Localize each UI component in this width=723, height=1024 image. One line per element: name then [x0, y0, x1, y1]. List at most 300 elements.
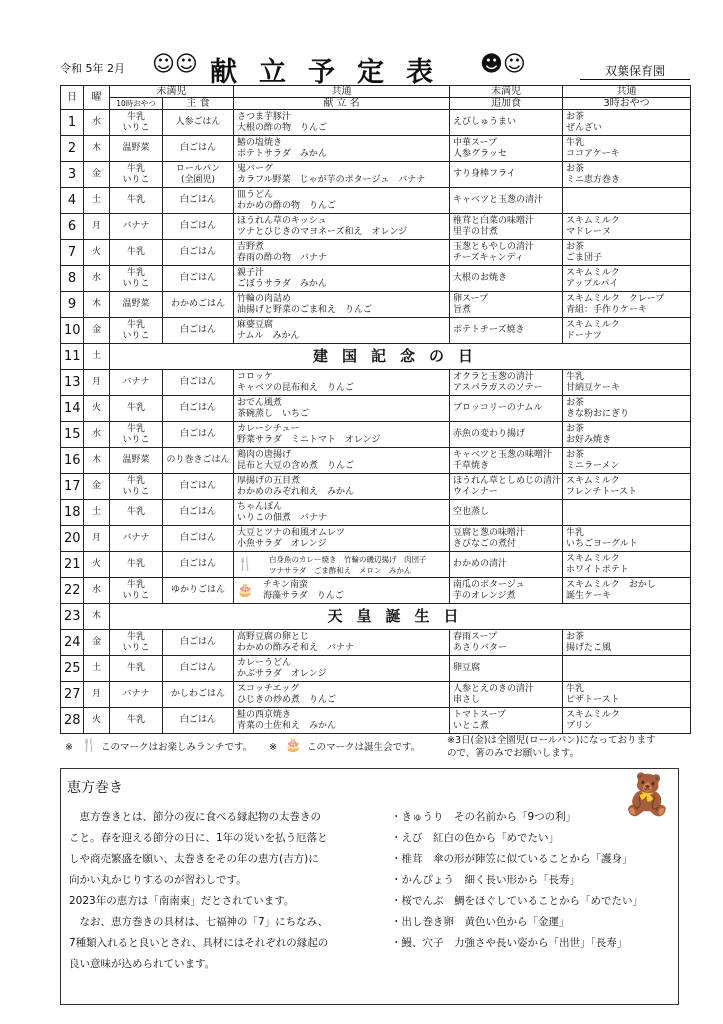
weekday-cell: 金 [84, 162, 110, 188]
snack3-cell [563, 474, 691, 500]
menu-cell [234, 136, 450, 162]
menu-cell [234, 318, 450, 344]
staple-line: のり巻きごはん [166, 455, 230, 465]
day-cell: 11 [61, 344, 84, 370]
additional-line: 豆腐と葱の味噌汁 [453, 527, 526, 538]
day-cell: 17 [61, 474, 84, 500]
table-row [61, 396, 691, 422]
additional-cell [450, 526, 563, 552]
additional-line: すり身棒フライ [453, 169, 516, 179]
menu-line: 白身魚のカレー焼き 竹輪の磯辺揚げ 肉団子 [269, 554, 427, 564]
additional-cell [450, 136, 563, 162]
menu-line: さつま芋豚汁 [237, 111, 292, 122]
day-cell: 1 [61, 110, 84, 136]
snack3-line: お茶 [566, 449, 585, 460]
table-row [61, 110, 691, 136]
ingredient-item-line: ・鰻、穴子 力強さや長い姿から「出世」「長寿」 [391, 937, 628, 949]
staple-line: 白ごはん [179, 403, 216, 413]
staple-cell [163, 630, 234, 656]
snack10-cell [110, 656, 163, 682]
additional-line: 春雨スープ [453, 631, 498, 642]
snack3-line: プリン [566, 720, 593, 731]
snack10-line: 牛乳 [126, 163, 145, 174]
additional-cell [450, 110, 563, 136]
snack3-line: ミニラーメン [566, 460, 620, 471]
article-paragraph-line: 2023年の恵方は「南南東」だとされています。 [69, 895, 295, 907]
birthday-cake-icon: 🎂 [285, 738, 302, 753]
weekday-cell: 金 [84, 474, 110, 500]
additional-line: 椎茸と白菜の味噌汁 [453, 215, 535, 226]
snack3-line: 牛乳 [566, 371, 585, 382]
staple-cell [163, 136, 234, 162]
day-cell: 22 [61, 578, 84, 604]
col-weekday: 曜 [84, 86, 110, 110]
page-header [60, 50, 690, 88]
page-title: 献立予定表 [210, 57, 455, 88]
snack3-cell [563, 396, 691, 422]
snack10-cell [110, 110, 163, 136]
snack10-cell [110, 136, 163, 162]
staple-cell [163, 422, 234, 448]
snack3-cell [563, 136, 691, 162]
snack10-cell [110, 162, 163, 188]
weekday-cell: 水 [84, 110, 110, 136]
snack10-line: 牛乳 [126, 403, 145, 413]
table-row [61, 604, 691, 630]
weekday-cell: 火 [84, 552, 110, 578]
menu-cell [234, 500, 450, 526]
additional-cell [450, 656, 563, 682]
menu-line: キャベツの昆布和え りんご [237, 382, 355, 393]
staple-line: 白ごはん [179, 507, 216, 517]
snack3-line: 牛乳 [566, 137, 585, 148]
menu-line: ひじきの炒め煮 りんご [237, 694, 337, 705]
table-row [61, 318, 691, 344]
snack3-line: スキムミルク クレープ [566, 293, 665, 304]
snack10-cell [110, 682, 163, 708]
menu-cell [234, 292, 450, 318]
weekday-cell: 水 [84, 578, 110, 604]
table-row [61, 266, 691, 292]
menu-line: 青菜の土佐和え みかん [237, 720, 337, 731]
snack10-line: バナナ [122, 533, 150, 543]
snack10-line: 牛乳 [126, 195, 145, 205]
staple-cell [163, 240, 234, 266]
snack10-line: 牛乳 [126, 631, 145, 642]
school-name: 双葉保育園 [580, 62, 690, 80]
snack3-cell [563, 448, 691, 474]
menu-line: ちゃんぽん [237, 501, 283, 512]
table-row [61, 214, 691, 240]
menu-cell [234, 266, 450, 292]
additional-cell [450, 240, 563, 266]
snack3-line: スキムミルク [566, 215, 620, 226]
additional-cell [450, 682, 563, 708]
menu-line: わかめのみぞれ和え みかん [237, 486, 355, 497]
snack10-cell [110, 240, 163, 266]
menu-line: コロッケ [237, 371, 273, 382]
day-cell: 10 [61, 318, 84, 344]
day-cell: 23 [61, 604, 84, 630]
menu-line: ツナとひじきのマヨネーズ和え オレンジ [237, 226, 408, 237]
day-cell: 8 [61, 266, 84, 292]
snack10-cell [110, 370, 163, 396]
menu-line: チキン南蛮 [263, 579, 308, 590]
kids-illustration-icon: ☺☺ [152, 52, 198, 77]
staple-line: 白ごはん [179, 533, 216, 543]
additional-line: 赤魚の変わり揚げ [453, 429, 526, 439]
menu-cell [234, 240, 450, 266]
ingredient-item-line: ・桜でんぶ 鯛をほぐしていることから「めでたい」 [391, 895, 643, 907]
snack3-cell [563, 552, 691, 578]
table-row [61, 448, 691, 474]
menu-cell [234, 526, 450, 552]
snack10-line: 温野菜 [122, 143, 150, 153]
menu-line: ほうれん草のキッシュ [237, 215, 327, 226]
note-mark-2: ※ [269, 742, 277, 753]
menu-cell [234, 162, 450, 188]
ingredient-item-line: ・きゅうり その名前から「9つの利」 [391, 811, 577, 823]
article-paragraph-line: 恵方巻きとは、節分の夜に食べる縁起物の太巻きの [69, 811, 321, 823]
col-additional: 追加食 [450, 98, 563, 110]
menu-line: ごぼうサラダ みかん [237, 278, 327, 289]
snack10-cell [110, 266, 163, 292]
menu-line: いりこの佃煮 バナナ [237, 512, 328, 523]
snack10-line: 牛乳 [126, 663, 145, 673]
menu-cell [234, 474, 450, 500]
bread-note-line1: ※3日(金)は全園児(ロールパン)になっております [447, 735, 656, 746]
menu-line: 鬼バーグ [237, 163, 274, 174]
snack3-line: お茶 [566, 423, 585, 434]
additional-cell [450, 552, 563, 578]
staple-line: 白ごはん [179, 273, 216, 283]
menu-line: 小魚サラダ オレンジ [237, 538, 327, 549]
staple-line: 白ごはん [179, 637, 216, 647]
menu-line: 茶碗蒸し いちご [237, 408, 310, 419]
staple-cell [163, 266, 234, 292]
day-cell: 16 [61, 448, 84, 474]
additional-line: 千草焼き [453, 460, 490, 471]
additional-line: きびなごの煮付 [453, 538, 517, 549]
staple-line: ロールパン [175, 163, 221, 174]
weekday-cell: 金 [84, 318, 110, 344]
day-cell: 2 [61, 136, 84, 162]
snack3-cell [563, 656, 691, 682]
staple-line: 白ごはん [179, 325, 216, 335]
snack3-line: ココアケーキ [566, 148, 620, 159]
menu-line: ツナサラダ ごま酢和え メロン みかん [269, 565, 412, 575]
menu-line: 鶏肉の唐揚げ [237, 449, 292, 460]
additional-line: ウインナー [453, 486, 498, 497]
table-row [61, 630, 691, 656]
staple-line: わかめごはん [170, 299, 225, 309]
additional-line: 卵スープ [453, 293, 489, 304]
article-title: 恵方巻き [67, 780, 123, 796]
menu-line: 皿うどん [237, 189, 274, 200]
weekday-cell: 火 [84, 708, 110, 734]
additional-line: ブロッコリーのナムル [453, 403, 543, 413]
additional-line: わかめの清汁 [453, 559, 508, 569]
group-common: 共通 [234, 86, 450, 98]
table-row [61, 422, 691, 448]
menu-cell [234, 682, 450, 708]
snack10-line: バナナ [122, 689, 150, 699]
weekday-cell: 月 [84, 370, 110, 396]
day-cell: 4 [61, 188, 84, 214]
snack10-line: 牛乳 [126, 507, 145, 517]
snack3-line: スキムミルク [566, 553, 620, 564]
ingredient-item-line: ・えび 紅白の色から「めでたい」 [391, 832, 559, 844]
snack3-cell [563, 110, 691, 136]
snack10-cell [110, 552, 163, 578]
additional-cell [450, 370, 563, 396]
table-row [61, 292, 691, 318]
snack10-line: 牛乳 [126, 319, 145, 330]
additional-line: 卵豆腐 [453, 663, 481, 673]
snack3-line: ぜんざい [566, 122, 603, 133]
additional-line: 中華スープ [453, 137, 498, 148]
birthday-cake-icon: 🎂 [237, 583, 254, 598]
snack3-line: 牛乳 [566, 527, 585, 538]
snack3-line: スキムミルク おかし [566, 579, 656, 590]
weekday-cell: 月 [84, 526, 110, 552]
staple-line: 白ごはん [179, 429, 216, 439]
snack3-line: ドーナツ [566, 330, 602, 341]
snack3-cell [563, 708, 691, 734]
snack3-cell [563, 240, 691, 266]
fork-spoon-icon: 🍴 [237, 557, 254, 572]
menu-line: 鰆の塩焼き [237, 137, 283, 148]
staple-line: 白ごはん [179, 143, 216, 153]
weekday-cell: 木 [84, 604, 110, 630]
article-paragraph-line: しや商売繁盛を願い、太巻きをその年の恵方(吉方)に [69, 853, 319, 865]
snack3-line: ごま団子 [566, 252, 603, 263]
menu-cell [234, 448, 450, 474]
additional-line: 空也蒸し [453, 507, 490, 517]
col-snack3: 3時おやつ [563, 98, 691, 110]
additional-cell [450, 578, 563, 604]
menu-line: 海藻サラダ りんご [263, 590, 344, 601]
snack10-cell [110, 578, 163, 604]
additional-cell [450, 214, 563, 240]
snack3-line: スキムミルク [566, 267, 620, 278]
additional-cell [450, 708, 563, 734]
ingredient-list [391, 807, 643, 954]
additional-line: キャベツと玉葱の清汁 [453, 195, 544, 205]
snack3-cell [563, 526, 691, 552]
table-row [61, 188, 691, 214]
group-young: 未満児 [110, 86, 234, 98]
snack3-cell [563, 370, 691, 396]
table-row [61, 682, 691, 708]
snack10-cell [110, 292, 163, 318]
article-paragraph-line: 7種類入れると良いとされ、具材にはそれぞれの縁起の [69, 937, 329, 949]
table-row [61, 500, 691, 526]
snack3-cell [563, 292, 691, 318]
snack3-cell [563, 422, 691, 448]
menu-line: 野菜サラダ ミニトマト オレンジ [237, 434, 381, 445]
note-mark: ※ [65, 742, 73, 753]
menu-line: わかめの酢の物 りんご [237, 200, 337, 211]
snack10-line: いりこ [122, 122, 150, 133]
snack10-line: 牛乳 [126, 247, 145, 257]
group-common-2: 共通 [563, 86, 691, 98]
staple-cell [163, 552, 234, 578]
snack3-cell [563, 630, 691, 656]
snack3-line: 青組：手作りケーキ [566, 304, 648, 315]
staple-cell [163, 708, 234, 734]
snack10-line: いりこ [122, 278, 150, 289]
table-row [61, 162, 691, 188]
snack10-line: 牛乳 [126, 715, 145, 725]
additional-line: えびしゅうまい [453, 117, 517, 127]
birthday-note: このマークは誕生会です。 [307, 742, 421, 753]
staple-cell [163, 162, 234, 188]
menu-line: ナムル みかん [237, 330, 300, 341]
weekday-cell: 火 [84, 396, 110, 422]
snack10-line: いりこ [122, 434, 150, 445]
snack3-line: ミニ恵方巻き [566, 174, 621, 185]
snack3-line: お茶 [566, 163, 585, 174]
table-row [61, 526, 691, 552]
day-cell: 27 [61, 682, 84, 708]
additional-cell [450, 630, 563, 656]
day-cell: 20 [61, 526, 84, 552]
weekday-cell: 水 [84, 422, 110, 448]
additional-line: ポテトチーズ焼き [453, 325, 525, 335]
snack3-line: マドレーヌ [566, 226, 612, 237]
snack3-cell [563, 500, 691, 526]
additional-line: 大根のお焼き [453, 273, 508, 283]
additional-cell [450, 396, 563, 422]
staple-line: 白ごはん [179, 559, 216, 569]
additional-cell [450, 292, 563, 318]
menu-cell [234, 370, 450, 396]
article-paragraph-line: なお、恵方巻きの具材は、七福神の「7」にちなみ、 [69, 916, 329, 928]
menu-line: わかめの酢みそ和え バナナ [237, 642, 355, 653]
additional-cell [450, 500, 563, 526]
ingredient-item-line: ・出し巻き卵 黄色い色から「金運」 [391, 916, 570, 928]
table-row [61, 370, 691, 396]
snack10-line: バナナ [122, 221, 150, 231]
snack10-cell [110, 526, 163, 552]
col-menu: 献 立 名 [234, 98, 450, 110]
staple-cell [163, 370, 234, 396]
snack3-line: アップルパイ [566, 278, 619, 289]
snack10-cell [110, 188, 163, 214]
snack3-line: いちごヨーグルト [566, 538, 638, 549]
menu-line: 大根の酢の物 りんご [237, 122, 328, 133]
lunch-note: このマークはお楽しみランチです。 [101, 742, 253, 753]
day-cell: 21 [61, 552, 84, 578]
snack3-line: 甘納豆ケーキ [566, 382, 621, 393]
snack3-line: 牛乳 [566, 683, 585, 694]
menu-line: 麻婆豆腐 [237, 319, 274, 330]
additional-cell [450, 422, 563, 448]
menu-table [60, 85, 691, 734]
additional-line: チーズキャンディ [453, 252, 524, 263]
table-row [61, 552, 691, 578]
staple-line: かしわごはん [170, 689, 225, 699]
additional-cell [450, 448, 563, 474]
staple-cell [163, 110, 234, 136]
day-cell: 6 [61, 214, 84, 240]
snack10-line: 牛乳 [126, 579, 145, 590]
snack3-line: ホワイトポテト [566, 564, 629, 575]
weekday-cell: 火 [84, 240, 110, 266]
snack10-line: 牛乳 [126, 475, 145, 486]
day-cell: 9 [61, 292, 84, 318]
snack3-line: スキムミルク [566, 709, 620, 720]
snack10-line: いりこ [122, 330, 150, 341]
snack10-cell [110, 474, 163, 500]
weekday-cell: 土 [84, 500, 110, 526]
snack3-cell [563, 682, 691, 708]
snack10-line: 温野菜 [122, 299, 150, 309]
additional-line: オクラと玉葱の清汁 [453, 371, 534, 382]
day-cell: 3 [61, 162, 84, 188]
menu-line: かぶサラダ オレンジ [237, 668, 327, 679]
snack3-line: お茶 [566, 241, 585, 252]
snack3-line: スキムミルク [566, 475, 620, 486]
menu-cell [234, 708, 450, 734]
staple-line: 白ごはん [179, 663, 216, 673]
snack3-cell [563, 318, 691, 344]
table-row [61, 656, 691, 682]
weekday-cell: 土 [84, 188, 110, 214]
snack3-cell [563, 578, 691, 604]
staple-line: 白ごはん [179, 481, 216, 491]
menu-cell [234, 396, 450, 422]
table-row [61, 240, 691, 266]
day-cell: 15 [61, 422, 84, 448]
snack10-cell [110, 422, 163, 448]
snack3-cell [563, 188, 691, 214]
staple-cell [163, 656, 234, 682]
snack10-line: バナナ [122, 377, 150, 387]
additional-line: 南瓜のポタージュ [453, 579, 525, 590]
table-row [61, 578, 691, 604]
snack3-line: スキムミルク [566, 319, 620, 330]
staple-line: 白ごはん [179, 247, 216, 257]
menu-line: 大豆とツナの和風オムレツ [237, 527, 346, 538]
menu-cell [234, 214, 450, 240]
additional-line: いとこ煮 [453, 720, 490, 731]
article-paragraph-line: こと。春を迎える節分の日に、1年の災いを払う厄落と [69, 832, 328, 844]
weekday-cell: 土 [84, 344, 110, 370]
staple-cell [163, 396, 234, 422]
additional-line: 人参グラッセ [453, 148, 507, 159]
staple-line: 白ごはん [179, 221, 216, 231]
staple-line: ゆかりごはん [170, 585, 225, 595]
menu-cell [234, 578, 450, 604]
menu-line: 厚揚げの五目煮 [237, 475, 301, 486]
article-body [69, 807, 389, 975]
menu-cell [234, 110, 450, 136]
weekday-cell: 木 [84, 292, 110, 318]
additional-line: 串さし [453, 694, 481, 705]
group-young-2: 未満児 [450, 86, 563, 98]
snack10-line: いりこ [122, 174, 150, 185]
menu-line: 油揚げと野菜のごま和え りんご [237, 304, 373, 315]
additional-line: アスパラガスのソテー [453, 382, 543, 393]
menu-cell [234, 552, 450, 578]
snack10-line: 温野菜 [122, 455, 150, 465]
additional-cell [450, 162, 563, 188]
additional-line: トマトスープ [453, 709, 507, 720]
snack10-line: いりこ [122, 486, 150, 497]
snack10-cell [110, 630, 163, 656]
